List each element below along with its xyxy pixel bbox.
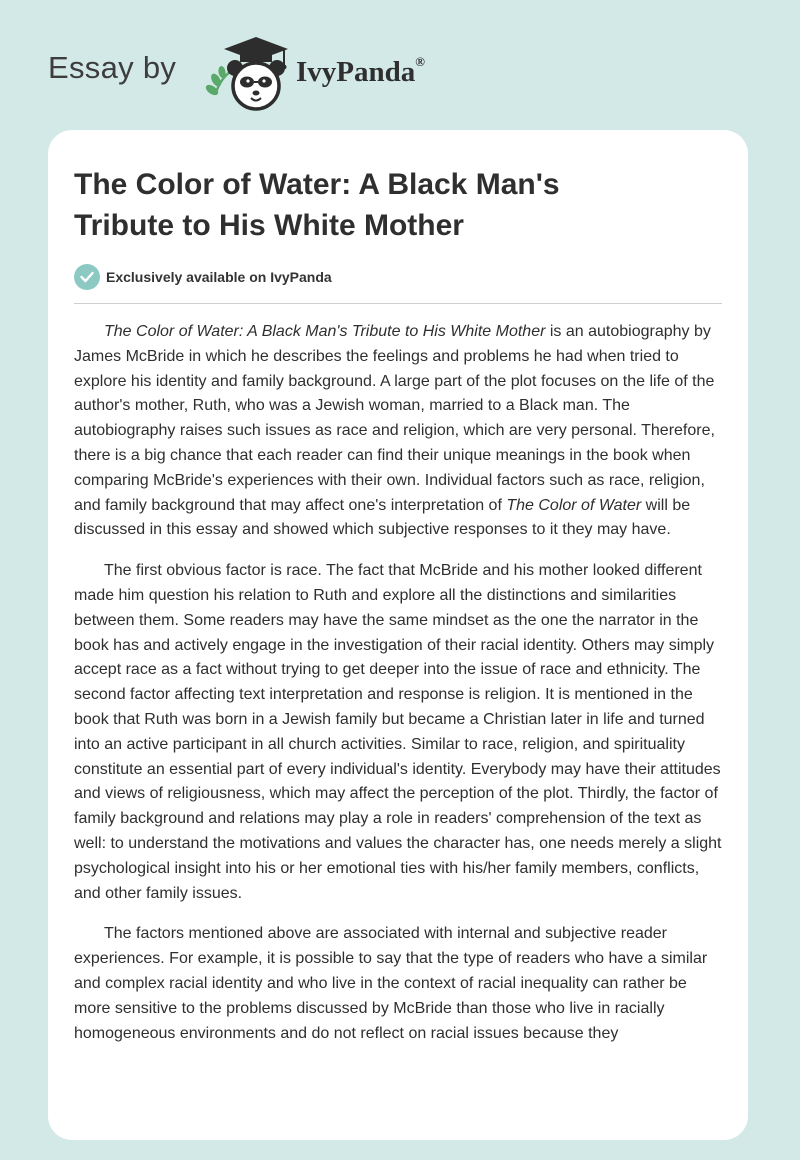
exclusive-badge-label: Exclusively available on IvyPanda [106, 269, 332, 285]
brand-wordmark: IvyPanda [296, 56, 416, 88]
essay-body [74, 320, 724, 1062]
brand-name[interactable] [296, 56, 425, 89]
site-header [48, 34, 748, 114]
paragraph-1-text-a: is an autobiography by James McBride in which he describes the feelings and problems he had when tried to explore his identity and family background. A large part of the plot focuses on the life of the author's mother, Ruth, who was a Jewish woman, married to a Black man. The autobiography raises such issues as race and religion, which are very personal. Therefore, there is a big chance that each reader can find their unique meanings in the book when comparing McBride's experiences with their own. Individual factors such as race, religion, and family background that may affect one's interpretation of [74, 323, 715, 514]
title-line-1: The Color of Water: A Black Man's [74, 168, 560, 201]
essay-card [48, 130, 748, 1140]
paragraph-1-text-b: will be discussed in this essay and showed which subjective responses to it they may have. [74, 496, 691, 539]
page-title [74, 164, 694, 246]
book-title-short-italic: The Color of Water [506, 496, 642, 514]
check-circle-icon [74, 264, 100, 290]
paragraph-1 [74, 320, 724, 543]
paragraph-3: The factors mentioned above are associated with internal and subjective reader experiences. For example, it is possible to say that the type of readers who have a similar and complex racial identity and who live in the context of racial inequality can rather be more sensitive to the problems discussed by McBride than those who live in racially homogeneous environments and do not reflect on racial issues because they [74, 925, 708, 1042]
book-title-italic: The Color of Water: A Black Man's Tribute to His White Mother [104, 323, 546, 340]
divider [74, 303, 722, 304]
title-line-2: Tribute to His White Mother [74, 209, 464, 242]
registered-mark: ® [415, 54, 425, 70]
panda-graduate-icon[interactable] [202, 34, 294, 119]
essay-by-label: Essay by [48, 50, 177, 85]
paragraph-2: The first obvious factor is race. The fact that McBride and his mother looked different made him question his relation to Ruth and explore all the distinctions and similarities between them. Some readers may have the same mindset as the one the narrator in the book has and actively engage in the investigation of their racial identity. Others may simply accept race as a fact without trying to get deeper into the issue of race and ethnicity. The second factor affecting text interpretation and response is religion. It is mentioned in the book that Ruth was born in a Jewish family but became a Christian later in life and turned into an active participant in all church activities. Similar to race, religion, and spirituality constitute an essential part of every individual's identity. Everybody may have their attitudes and views of religiousness, which may affect the perception of the plot. Thirdly, the factor of family background and relations may play a role in readers' comprehension of the text as well: to understand the motivations and values the character has, one needs merely a slight psychological insight into his or her emotional ties with his/her family members, conflicts, and other family issues. [74, 562, 722, 902]
